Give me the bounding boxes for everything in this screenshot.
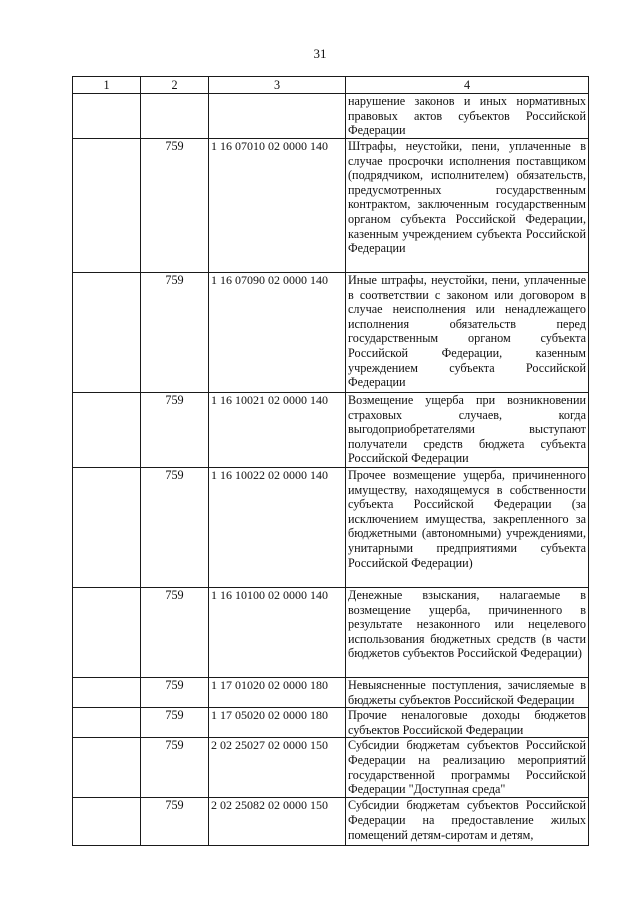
table-row <box>73 139 589 273</box>
cell-col1 <box>73 588 141 678</box>
cell-admin-code <box>141 94 209 139</box>
cell-admin-code: 759 <box>141 273 209 393</box>
cell-revenue-code: 1 16 10021 02 0000 140 <box>209 393 346 468</box>
cell-description: Субсидии бюджетам субъектов Российской Федерации на предоставление жилых помещений детям-сиротам и детям, <box>346 798 589 846</box>
cell-admin-code: 759 <box>141 798 209 846</box>
cell-revenue-code <box>209 94 346 139</box>
cell-description: нарушение законов и иных нормативных правовых актов субъектов Российской Федерации <box>346 94 589 139</box>
cell-admin-code: 759 <box>141 588 209 678</box>
cell-admin-code: 759 <box>141 139 209 273</box>
cell-description: Субсидии бюджетам субъектов Российской Федерации на реализацию мероприятий государственной программы Российской Федерации "Доступная среда" <box>346 738 589 798</box>
cell-col1 <box>73 393 141 468</box>
cell-revenue-code: 2 02 25027 02 0000 150 <box>209 738 346 798</box>
revenue-codes-table <box>72 76 589 846</box>
column-header-3: 3 <box>209 77 346 94</box>
column-header-4: 4 <box>346 77 589 94</box>
cell-description: Иные штрафы, неустойки, пени, уплаченные в соответствии с законом или договором в случае неисполнения или ненадлежащего исполнения обязательств перед государственным органом субъекта Российской Федерации, казенным учреждением субъекта Российской Федерации <box>346 273 589 393</box>
cell-revenue-code: 2 02 25082 02 0000 150 <box>209 798 346 846</box>
cell-admin-code: 759 <box>141 678 209 708</box>
column-header-2: 2 <box>141 77 209 94</box>
cell-col1 <box>73 738 141 798</box>
cell-description: Невыясненные поступления, зачисляемые в бюджеты субъектов Российской Федерации <box>346 678 589 708</box>
cell-col1 <box>73 139 141 273</box>
cell-revenue-code: 1 16 10022 02 0000 140 <box>209 468 346 588</box>
cell-description: Штрафы, неустойки, пени, уплаченные в случае просрочки исполнения поставщиком (подрядчиком, исполнителем) обязательств, предусмотренных государственным контрактом, заключенным государственным органом субъекта Российской Федерации, казенным учреждением субъекта Российской Федерации <box>346 139 589 273</box>
cell-description: Прочее возмещение ущерба, причиненного имуществу, находящемуся в собственности субъекта Российской Федерации (за исключением имущества, закрепленного за бюджетными (автономными) учреждениями, унитарными предприятиями субъекта Российской Федерации) <box>346 468 589 588</box>
cell-col1 <box>73 94 141 139</box>
cell-col1 <box>73 678 141 708</box>
table-row <box>73 273 589 393</box>
cell-description: Возмещение ущерба при возникновении страховых случаев, когда выгодоприобретателями выступают получатели средств бюджета субъекта Российской Федерации <box>346 393 589 468</box>
cell-revenue-code: 1 16 07010 02 0000 140 <box>209 139 346 273</box>
cell-description: Денежные взыскания, налагаемые в возмещение ущерба, причиненного в результате незаконного или нецелевого использования бюджетных средств (в части бюджетов субъектов Российской Федерации) <box>346 588 589 678</box>
table-row <box>73 393 589 468</box>
cell-admin-code: 759 <box>141 393 209 468</box>
column-header-1: 1 <box>73 77 141 94</box>
table-header-row <box>73 77 589 94</box>
cell-col1 <box>73 708 141 738</box>
cell-revenue-code: 1 16 10100 02 0000 140 <box>209 588 346 678</box>
cell-col1 <box>73 798 141 846</box>
cell-revenue-code: 1 17 01020 02 0000 180 <box>209 678 346 708</box>
table-row <box>73 94 589 139</box>
cell-col1 <box>73 468 141 588</box>
cell-description: Прочие неналоговые доходы бюджетов субъектов Российской Федерации <box>346 708 589 738</box>
table-row <box>73 678 589 708</box>
cell-admin-code: 759 <box>141 738 209 798</box>
page-number: 31 <box>313 46 327 61</box>
cell-admin-code: 759 <box>141 708 209 738</box>
table-row <box>73 468 589 588</box>
cell-admin-code: 759 <box>141 468 209 588</box>
table-row <box>73 708 589 738</box>
cell-revenue-code: 1 16 07090 02 0000 140 <box>209 273 346 393</box>
table-row <box>73 798 589 846</box>
table-row <box>73 588 589 678</box>
cell-col1 <box>73 273 141 393</box>
cell-revenue-code: 1 17 05020 02 0000 180 <box>209 708 346 738</box>
table-row <box>73 738 589 798</box>
